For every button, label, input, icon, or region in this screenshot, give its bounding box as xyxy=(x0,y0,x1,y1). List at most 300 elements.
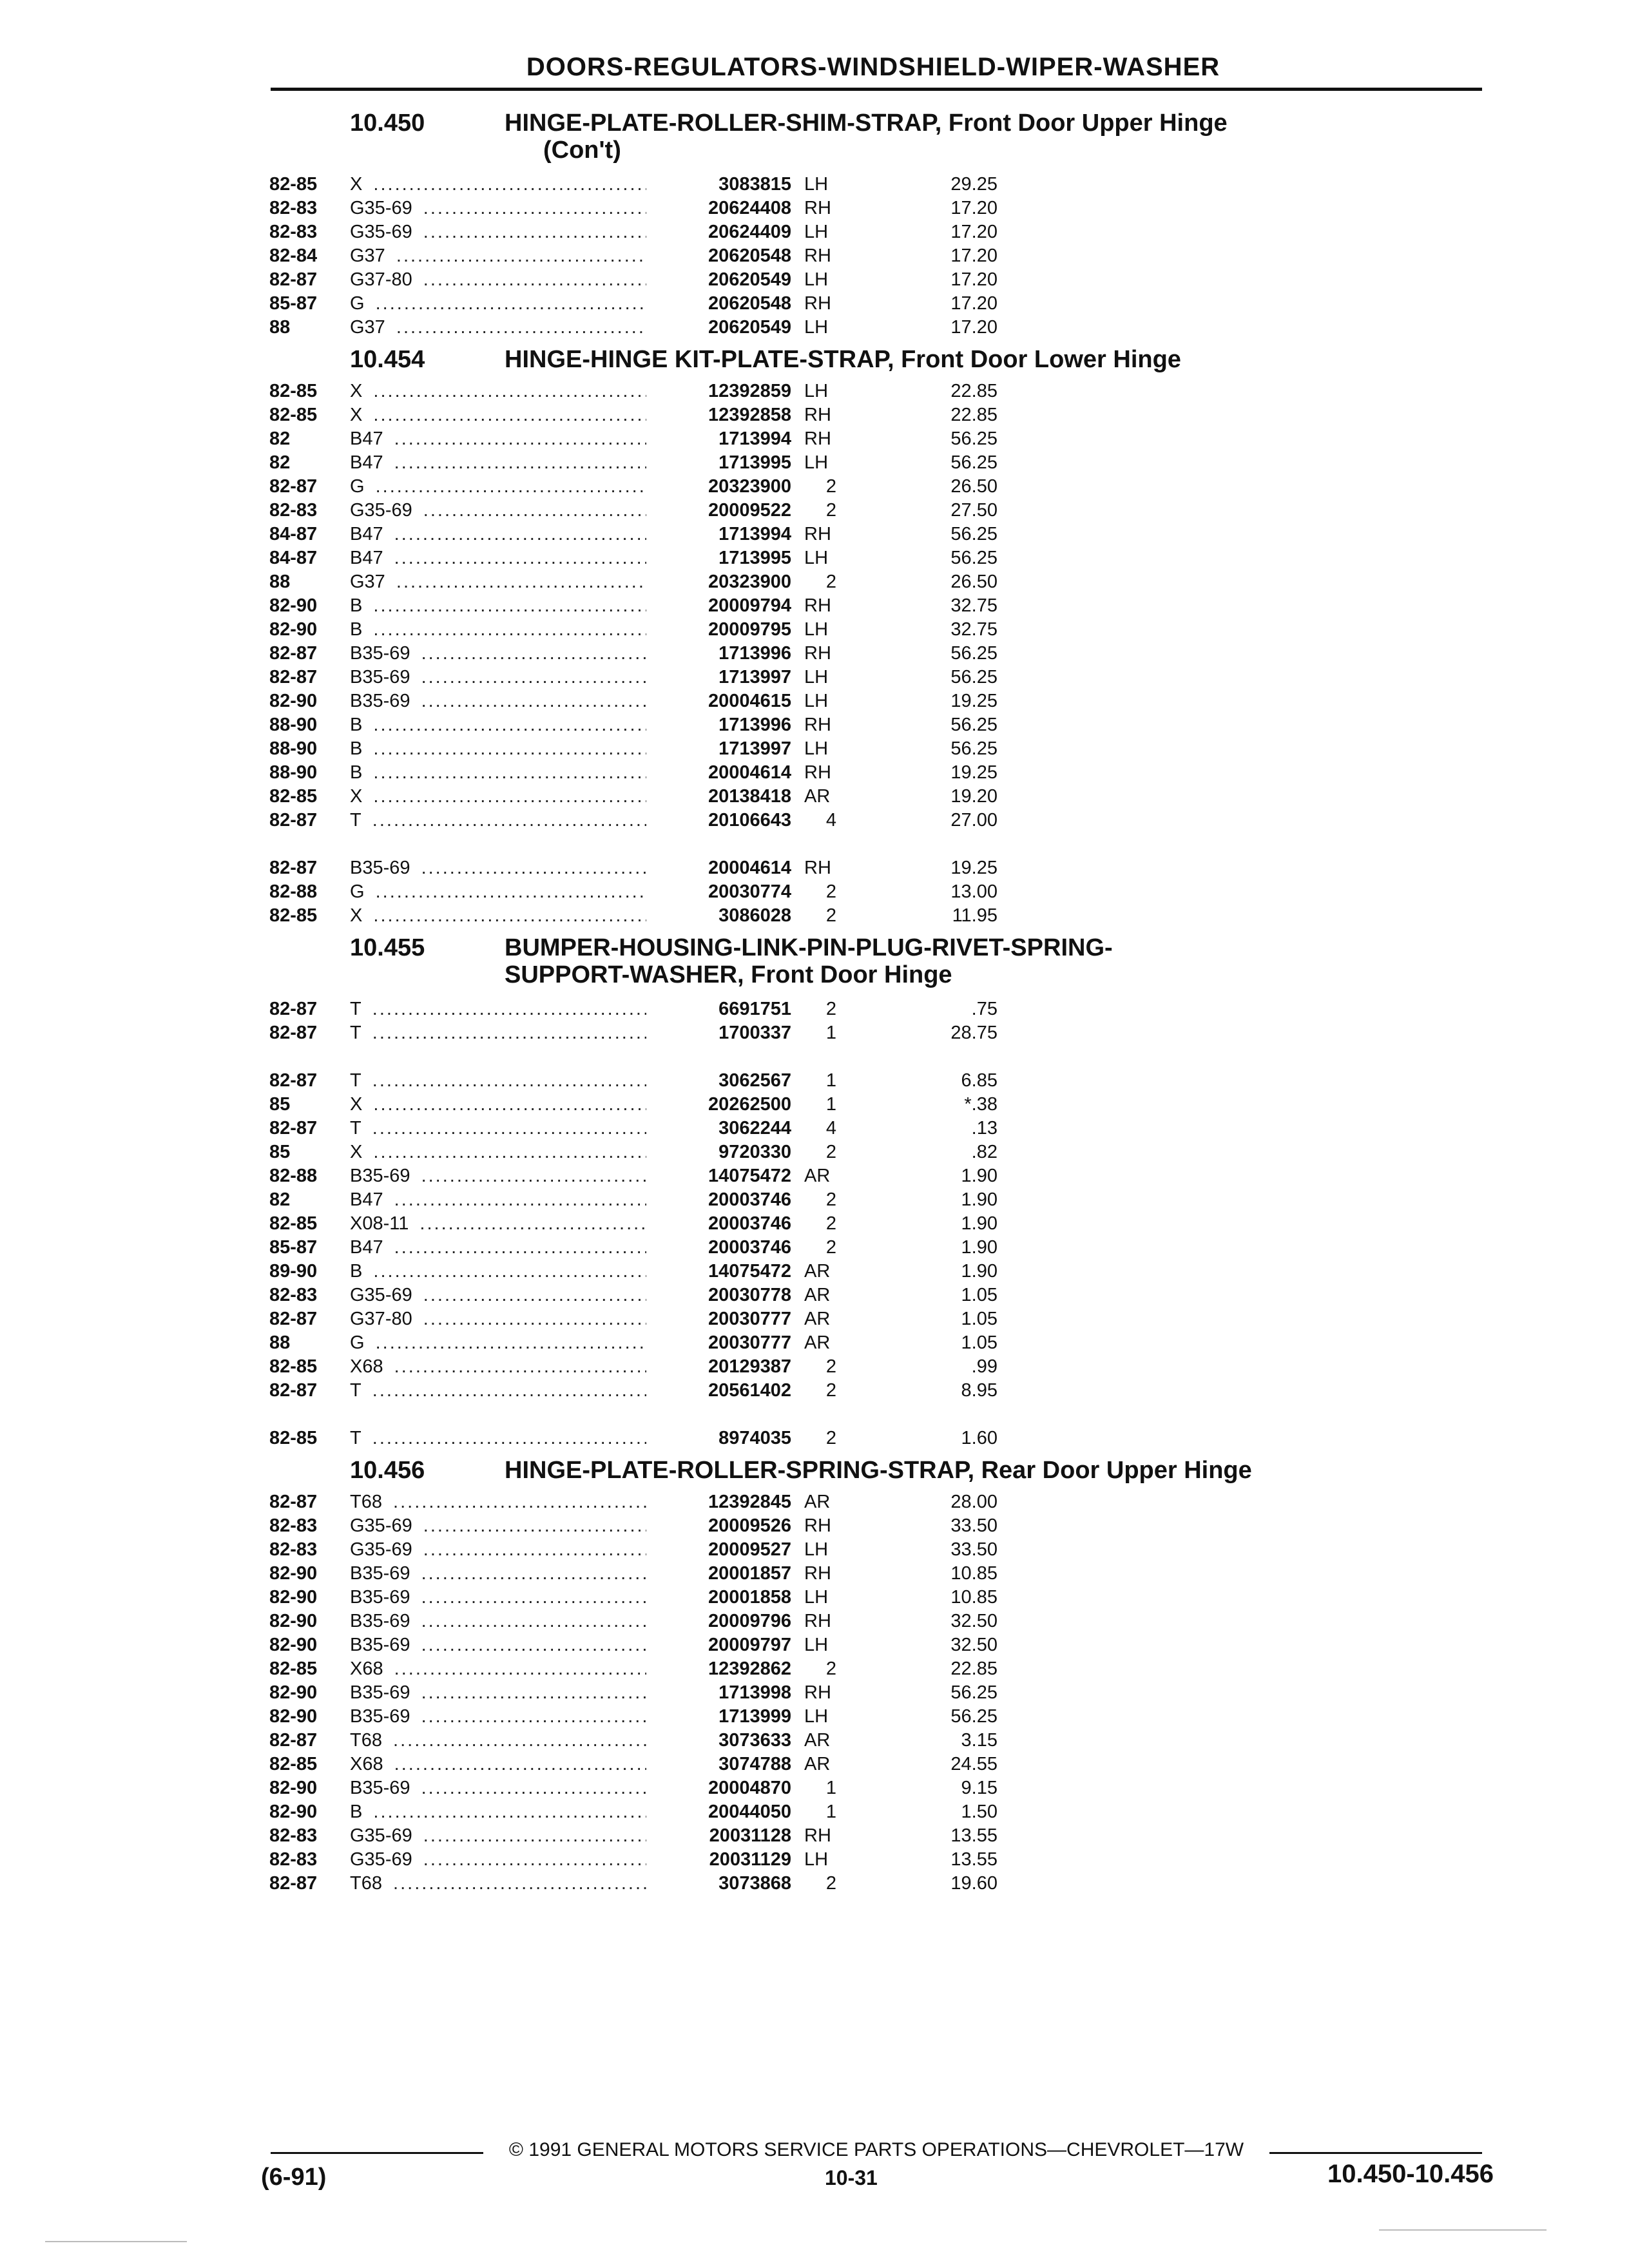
model-code: B35-69 xyxy=(350,1166,414,1186)
part-number: 9720330 xyxy=(656,1140,791,1164)
model-years: 85 xyxy=(269,1094,291,1115)
price: 17.20 xyxy=(950,293,998,314)
part-number: 20031129 xyxy=(656,1848,791,1872)
quantity: RH xyxy=(804,245,831,266)
model-years: 82-85 xyxy=(269,905,318,926)
price: 1.50 xyxy=(961,1802,998,1822)
quantity: 2 xyxy=(825,1213,836,1234)
quantity: RH xyxy=(804,715,831,735)
quantity: RH xyxy=(804,1515,831,1536)
part-number: 1713995 xyxy=(656,451,791,475)
price: 56.25 xyxy=(950,738,998,759)
section-title xyxy=(505,934,1484,988)
part-row xyxy=(269,173,1490,197)
model-code: T xyxy=(350,1023,365,1043)
section-title-line: HINGE-HINGE KIT-PLATE-STRAP, Front Door Lower Hinge xyxy=(505,346,1181,373)
model-code-cell xyxy=(350,1753,646,1776)
quantity: 4 xyxy=(825,810,836,831)
part-number: 3062244 xyxy=(656,1117,791,1140)
part-row xyxy=(269,1093,1490,1117)
model-years: 82-90 xyxy=(269,1802,318,1822)
model-code-cell xyxy=(350,1355,646,1379)
footer-rule-right xyxy=(1269,2152,1482,2154)
part-row xyxy=(269,244,1490,268)
quantity: LH xyxy=(804,452,829,473)
model-code: X08-11 xyxy=(350,1213,412,1234)
part-number: 20003746 xyxy=(656,1188,791,1212)
part-row xyxy=(269,713,1490,737)
model-code: T xyxy=(350,1428,365,1448)
price: 1.90 xyxy=(961,1166,998,1186)
model-years: 82-83 xyxy=(269,1539,318,1560)
part-row xyxy=(269,546,1490,570)
price: 24.55 xyxy=(950,1754,998,1774)
part-row xyxy=(269,1021,1490,1069)
quantity: AR xyxy=(804,786,831,807)
model-years: 88-90 xyxy=(269,762,318,783)
model-years: 82-87 xyxy=(269,1309,318,1329)
part-number: 20004614 xyxy=(656,856,791,880)
part-number: 1713999 xyxy=(656,1705,791,1729)
model-years: 82-90 xyxy=(269,1611,318,1631)
model-code-cell xyxy=(350,689,646,713)
model-code: B35-69 xyxy=(350,691,414,711)
model-code-cell xyxy=(350,809,646,832)
model-code: B35-69 xyxy=(350,1635,414,1655)
quantity: LH xyxy=(804,1635,829,1655)
section-title xyxy=(505,110,1484,164)
price: .99 xyxy=(971,1356,998,1377)
model-code-cell xyxy=(350,1514,646,1538)
model-code-cell xyxy=(350,1490,646,1514)
quantity: RH xyxy=(804,1611,831,1631)
model-years: 82-83 xyxy=(269,1825,318,1846)
model-code-cell xyxy=(350,1188,646,1212)
model-code: T68 xyxy=(350,1730,386,1751)
part-row xyxy=(269,1427,1490,1450)
part-number: 20004870 xyxy=(656,1776,791,1800)
section-title-line: BUMPER-HOUSING-LINK-PIN-PLUG-RIVET-SPRING- xyxy=(505,934,1113,961)
model-code-cell xyxy=(350,427,646,451)
price: 32.50 xyxy=(950,1611,998,1631)
model-years: 82-83 xyxy=(269,198,318,218)
model-years: 88 xyxy=(269,1332,291,1353)
model-years: 88-90 xyxy=(269,738,318,759)
part-number: 3086028 xyxy=(656,904,791,928)
part-row xyxy=(269,1514,1490,1538)
model-years: 82-85 xyxy=(269,1754,318,1774)
part-row xyxy=(269,761,1490,785)
part-row xyxy=(269,1117,1490,1140)
model-code-cell xyxy=(350,268,646,292)
part-number: 20001857 xyxy=(656,1562,791,1586)
model-code: B47 xyxy=(350,1237,387,1258)
part-row xyxy=(269,1212,1490,1236)
price: 13.00 xyxy=(950,881,998,902)
model-code-cell xyxy=(350,997,646,1021)
scan-artifact xyxy=(45,2241,187,2242)
price: 56.25 xyxy=(950,524,998,544)
model-code: B35-69 xyxy=(350,667,414,687)
model-code: G xyxy=(350,293,369,314)
model-code-cell xyxy=(350,523,646,546)
price: 56.25 xyxy=(950,715,998,735)
price: 1.60 xyxy=(961,1428,998,1448)
model-code-cell xyxy=(350,856,646,880)
model-code: B35-69 xyxy=(350,643,414,664)
model-code: B47 xyxy=(350,1189,387,1210)
part-number: 1700337 xyxy=(656,1021,791,1045)
part-row xyxy=(269,1729,1490,1753)
part-row xyxy=(269,642,1490,666)
model-code: X xyxy=(350,174,366,195)
part-number: 20323900 xyxy=(656,570,791,594)
quantity: LH xyxy=(804,691,829,711)
model-years: 82-85 xyxy=(269,786,318,807)
model-code-cell xyxy=(350,1562,646,1586)
model-years: 82-87 xyxy=(269,1873,318,1894)
quantity: LH xyxy=(804,1539,829,1560)
price: 17.20 xyxy=(950,317,998,338)
part-row xyxy=(269,499,1490,523)
part-row xyxy=(269,220,1490,244)
section-number: 10.454 xyxy=(350,346,425,373)
part-number: 1713996 xyxy=(656,642,791,666)
price: .75 xyxy=(971,999,998,1019)
model-code: B xyxy=(350,595,366,616)
model-code-cell xyxy=(350,1021,646,1045)
part-number: 20138418 xyxy=(656,785,791,809)
model-code-cell xyxy=(350,1633,646,1657)
model-code: B35-69 xyxy=(350,1611,414,1631)
part-number: 20624408 xyxy=(656,197,791,220)
part-number: 20009797 xyxy=(656,1633,791,1657)
price: 1.05 xyxy=(961,1309,998,1329)
model-code-cell xyxy=(350,1657,646,1681)
part-row xyxy=(269,785,1490,809)
quantity: LH xyxy=(804,317,829,338)
price: 9.15 xyxy=(961,1778,998,1798)
quantity: RH xyxy=(804,405,831,425)
quantity: RH xyxy=(804,428,831,449)
model-code-cell xyxy=(350,642,646,666)
model-years: 82-90 xyxy=(269,619,318,640)
price: 26.50 xyxy=(950,476,998,497)
price: 27.00 xyxy=(950,810,998,831)
model-years: 82-87 xyxy=(269,1730,318,1751)
model-code: X68 xyxy=(350,1754,387,1774)
part-number: 1713994 xyxy=(656,523,791,546)
title-rule xyxy=(271,88,1482,91)
part-number: 1713996 xyxy=(656,713,791,737)
model-code: T xyxy=(350,999,365,1019)
part-row xyxy=(269,292,1490,316)
model-years: 82-84 xyxy=(269,245,318,266)
part-number: 20009794 xyxy=(656,594,791,618)
quantity: AR xyxy=(804,1285,831,1305)
model-years: 88 xyxy=(269,572,291,592)
model-years: 82 xyxy=(269,428,291,449)
price: 1.05 xyxy=(961,1285,998,1305)
part-number: 1713997 xyxy=(656,737,791,761)
model-code-cell xyxy=(350,594,646,618)
model-years: 82-83 xyxy=(269,222,318,242)
model-years: 82-85 xyxy=(269,1428,318,1448)
quantity: 2 xyxy=(825,905,836,926)
model-code: G35-69 xyxy=(350,1849,416,1870)
model-code-cell xyxy=(350,1586,646,1610)
quantity: AR xyxy=(804,1332,831,1353)
quantity: LH xyxy=(804,222,829,242)
model-code: B35-69 xyxy=(350,1706,414,1727)
footer-page-number: 10-31 xyxy=(825,2166,878,2189)
parts-catalog xyxy=(269,103,1490,1919)
part-number: 3073633 xyxy=(656,1729,791,1753)
quantity: RH xyxy=(804,762,831,783)
quantity: 1 xyxy=(825,1070,836,1091)
part-row xyxy=(269,1562,1490,1586)
quantity: LH xyxy=(804,1587,829,1608)
model-years: 82-83 xyxy=(269,1849,318,1870)
model-years: 82-83 xyxy=(269,1285,318,1305)
price: 32.75 xyxy=(950,595,998,616)
part-row xyxy=(269,1236,1490,1260)
part-row xyxy=(269,427,1490,451)
model-years: 82-85 xyxy=(269,1213,318,1234)
model-code-cell xyxy=(350,1212,646,1236)
model-code-cell xyxy=(350,785,646,809)
part-row xyxy=(269,1776,1490,1800)
model-code-cell xyxy=(350,1117,646,1140)
quantity: 1 xyxy=(825,1778,836,1798)
model-years: 85-87 xyxy=(269,293,318,314)
model-years: 82-87 xyxy=(269,1023,318,1043)
model-years: 82-87 xyxy=(269,858,318,878)
model-code: B35-69 xyxy=(350,1682,414,1703)
model-code-cell xyxy=(350,570,646,594)
model-years: 85-87 xyxy=(269,1237,318,1258)
part-row xyxy=(269,1538,1490,1562)
model-code: B47 xyxy=(350,548,387,568)
part-number: 20003746 xyxy=(656,1236,791,1260)
quantity: LH xyxy=(804,667,829,687)
quantity: LH xyxy=(804,738,829,759)
model-code-cell xyxy=(350,880,646,904)
model-code-cell xyxy=(350,1260,646,1283)
price: 19.20 xyxy=(950,786,998,807)
part-number: 20620548 xyxy=(656,292,791,316)
price: 10.85 xyxy=(950,1563,998,1584)
price: 6.85 xyxy=(961,1070,998,1091)
section-header xyxy=(269,340,1490,380)
quantity: AR xyxy=(804,1730,831,1751)
part-row xyxy=(269,856,1490,880)
model-code: B47 xyxy=(350,452,387,473)
quantity: AR xyxy=(804,1309,831,1329)
model-code: G35-69 xyxy=(350,500,416,521)
price: 22.85 xyxy=(950,405,998,425)
model-code-cell xyxy=(350,1729,646,1753)
model-code: B xyxy=(350,762,366,783)
model-code-cell xyxy=(350,546,646,570)
price: 56.25 xyxy=(950,1706,998,1727)
model-years: 82-88 xyxy=(269,881,318,902)
price: 19.25 xyxy=(950,858,998,878)
price: 29.25 xyxy=(950,174,998,195)
model-years: 82-90 xyxy=(269,1587,318,1608)
quantity: RH xyxy=(804,293,831,314)
model-years: 82-85 xyxy=(269,405,318,425)
model-code: X68 xyxy=(350,1658,387,1679)
model-code: B xyxy=(350,738,366,759)
price: 26.50 xyxy=(950,572,998,592)
scan-artifact xyxy=(1379,2229,1547,2231)
model-code: B35-69 xyxy=(350,1778,414,1798)
model-code: X xyxy=(350,381,366,401)
section-title-continuation: (Con't) xyxy=(543,137,621,164)
quantity: 1 xyxy=(825,1802,836,1822)
part-row xyxy=(269,1586,1490,1610)
quantity: RH xyxy=(804,643,831,664)
model-code-cell xyxy=(350,761,646,785)
model-code-cell xyxy=(350,1610,646,1633)
model-code-cell xyxy=(350,1872,646,1896)
model-code: G35-69 xyxy=(350,1539,416,1560)
model-code-cell xyxy=(350,666,646,689)
model-code: G37 xyxy=(350,245,389,266)
model-years: 82-90 xyxy=(269,1563,318,1584)
price: 17.20 xyxy=(950,198,998,218)
price: 17.20 xyxy=(950,222,998,242)
quantity: 4 xyxy=(825,1118,836,1139)
quantity: 2 xyxy=(825,1428,836,1448)
part-row xyxy=(269,1633,1490,1657)
part-row xyxy=(269,1824,1490,1848)
part-number: 20009795 xyxy=(656,618,791,642)
quantity: LH xyxy=(804,174,829,195)
model-code-cell xyxy=(350,220,646,244)
model-years: 82 xyxy=(269,452,291,473)
model-code-cell xyxy=(350,1427,646,1450)
quantity: AR xyxy=(804,1261,831,1282)
model-code: T68 xyxy=(350,1492,386,1512)
part-row xyxy=(269,268,1490,292)
section-number: 10.456 xyxy=(350,1457,425,1484)
model-years: 82-85 xyxy=(269,381,318,401)
model-code: B xyxy=(350,1802,366,1822)
part-row xyxy=(269,904,1490,928)
price: 56.25 xyxy=(950,1682,998,1703)
part-row xyxy=(269,380,1490,403)
part-row xyxy=(269,1164,1490,1188)
model-code: T68 xyxy=(350,1873,386,1894)
model-years: 82-83 xyxy=(269,500,318,521)
model-years: 82-85 xyxy=(269,1356,318,1377)
model-code: B35-69 xyxy=(350,858,414,878)
section-number: 10.450 xyxy=(350,110,425,137)
part-number: 20009796 xyxy=(656,1610,791,1633)
model-code: X xyxy=(350,1142,366,1162)
quantity: 2 xyxy=(825,881,836,902)
quantity: RH xyxy=(804,1563,831,1584)
quantity: RH xyxy=(804,1825,831,1846)
quantity: AR xyxy=(804,1492,831,1512)
price: 56.25 xyxy=(950,548,998,568)
model-code-cell xyxy=(350,1538,646,1562)
model-years: 82-87 xyxy=(269,810,318,831)
model-years: 82-87 xyxy=(269,1380,318,1401)
part-number: 20031128 xyxy=(656,1824,791,1848)
part-number: 20004614 xyxy=(656,761,791,785)
model-years: 82-87 xyxy=(269,269,318,290)
part-row xyxy=(269,1657,1490,1681)
part-row xyxy=(269,1848,1490,1872)
model-code: B47 xyxy=(350,524,387,544)
part-number: 12392858 xyxy=(656,403,791,427)
model-code: G xyxy=(350,881,369,902)
price: 27.50 xyxy=(950,500,998,521)
section-header xyxy=(269,1450,1490,1490)
model-code: T xyxy=(350,1380,365,1401)
quantity: RH xyxy=(804,858,831,878)
part-number: 20323900 xyxy=(656,475,791,499)
model-years: 82-90 xyxy=(269,691,318,711)
part-row xyxy=(269,1705,1490,1729)
price: .82 xyxy=(971,1142,998,1162)
part-number: 14075472 xyxy=(656,1164,791,1188)
price: 11.95 xyxy=(952,905,998,926)
part-row xyxy=(269,475,1490,499)
model-code: G35-69 xyxy=(350,1825,416,1846)
part-number: 20106643 xyxy=(656,809,791,832)
model-code-cell xyxy=(350,1164,646,1188)
section-title-line: HINGE-PLATE-ROLLER-SHIM-STRAP, Front Door Upper Hinge xyxy=(505,110,1228,137)
part-row xyxy=(269,316,1490,340)
part-number: 20001858 xyxy=(656,1586,791,1610)
part-row xyxy=(269,997,1490,1021)
page-title: DOORS-REGULATORS-WINDSHIELD-WIPER-WASHER xyxy=(526,53,1220,81)
model-code: B35-69 xyxy=(350,1587,414,1608)
model-code: X xyxy=(350,405,366,425)
part-row xyxy=(269,1260,1490,1283)
section-title xyxy=(505,1457,1484,1484)
section-header xyxy=(269,103,1490,173)
model-code-cell xyxy=(350,380,646,403)
model-code: X xyxy=(350,1094,366,1115)
model-code-cell xyxy=(350,904,646,928)
price: 56.25 xyxy=(950,643,998,664)
model-code: B xyxy=(350,1261,366,1282)
part-number: 12392859 xyxy=(656,380,791,403)
model-code-cell xyxy=(350,1283,646,1307)
model-years: 82 xyxy=(269,1189,291,1210)
model-code-cell xyxy=(350,1800,646,1824)
price: 33.50 xyxy=(950,1539,998,1560)
part-number: 20561402 xyxy=(656,1379,791,1403)
model-code-cell xyxy=(350,1705,646,1729)
price: 56.25 xyxy=(950,667,998,687)
part-number: 6691751 xyxy=(656,997,791,1021)
model-years: 82-83 xyxy=(269,1515,318,1536)
model-years: 82-87 xyxy=(269,1492,318,1512)
part-number: 20129387 xyxy=(656,1355,791,1379)
price: 28.00 xyxy=(950,1492,998,1512)
price: 22.85 xyxy=(950,381,998,401)
price: 17.20 xyxy=(950,245,998,266)
model-code-cell xyxy=(350,475,646,499)
part-row xyxy=(269,197,1490,220)
price: 19.25 xyxy=(950,691,998,711)
